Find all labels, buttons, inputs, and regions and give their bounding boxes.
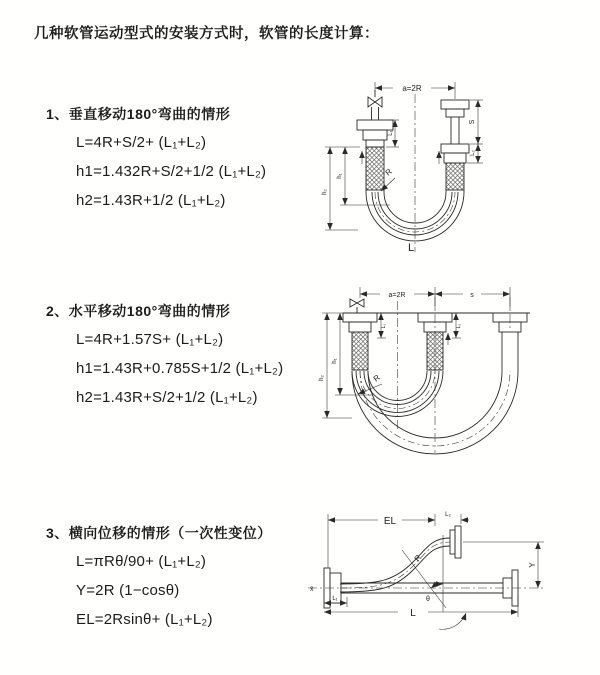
formula-h1: h1=1.43R+0.785S+1/2 (L₁+L₂): [76, 360, 284, 377]
flange: [441, 144, 469, 153]
radius-label: R: [371, 372, 382, 384]
dim-label-s: S: [469, 119, 476, 125]
formula-el: EL=2Rsinθ+ (L₁+L₂): [76, 611, 213, 628]
angle-theta-label: θ: [426, 596, 430, 603]
section-2-heading: 2、水平移动180°弯曲的情形: [46, 303, 231, 319]
flange: [357, 120, 393, 130]
flange: [455, 526, 461, 558]
dimension-lines: [324, 514, 544, 629]
braided-hose: [352, 332, 368, 370]
axis-mark: x̄: [310, 586, 314, 593]
braided-hose: [427, 332, 443, 370]
braided-hose: [446, 163, 464, 190]
dim-label-h2: h₂: [322, 189, 328, 195]
section-3-heading: 3、横向位移的情形（一次性变位）: [46, 525, 272, 541]
formula-l: L=4R+S/2+ (L₁+L₂): [76, 134, 207, 151]
braided-hose: [366, 147, 384, 190]
flange: [441, 100, 469, 109]
dim-label-l2: L₂: [445, 512, 451, 518]
section-vertical-bend: [46, 104, 266, 211]
length-label: L: [407, 242, 415, 254]
hose-u-shapes-outline: [343, 287, 530, 454]
flange: [343, 313, 377, 322]
diagram-vertical-180-bend: [300, 72, 550, 257]
valve-icon: [350, 299, 364, 313]
formula-h2: h2=1.43R+1/2 (L₁+L₂): [76, 192, 226, 209]
section-horizontal-bend: [46, 301, 283, 408]
dim-label-l2: L₂: [470, 150, 476, 156]
formula-y: Y=2R (1−cosθ): [76, 582, 180, 599]
formula-l: L=πRθ/90+ (L₁+L₂): [76, 553, 207, 570]
length-label: L: [410, 608, 416, 619]
hose-u-shape-outline: [357, 82, 469, 252]
diagram-lateral-displacement: [298, 500, 563, 640]
dim-label-l1: L₁: [381, 323, 387, 329]
dim-label-el: EL: [383, 516, 397, 527]
dim-label-l1: L₁: [332, 596, 338, 602]
dim-label-l1: L₁: [388, 130, 394, 136]
dim-label-a2r: a=2R: [388, 292, 406, 299]
formula-l: L=4R+1.57S+ (L₁+L₂): [76, 331, 224, 348]
dim-label-a2r: a=2R: [402, 84, 422, 93]
dim-label-s: s: [470, 292, 474, 299]
radius-label: R: [383, 166, 394, 178]
radius-label: R: [412, 553, 424, 564]
valve-icon: [368, 90, 382, 107]
section-lateral-displacement: [46, 523, 272, 630]
diagram-horizontal-180-bend: [300, 283, 555, 458]
section-1-heading: 1、垂直移动180°弯曲的情形: [46, 106, 231, 122]
dim-label-y: Y: [528, 562, 537, 568]
dim-label-h1: h₁: [337, 173, 343, 179]
formula-h2: h2=1.43R+S/2+1/2 (L₁+L₂): [76, 389, 258, 406]
formula-h1: h1=1.432R+S/2+1/2 (L₁+L₂): [76, 163, 267, 180]
dim-label-l2: L₂: [456, 323, 462, 329]
page-title: 几种软管运动型式的安装方式时，软管的长度计算：: [34, 26, 379, 42]
dim-label-h2: h₂: [319, 375, 325, 381]
dim-label-h1: h₁: [332, 358, 338, 364]
